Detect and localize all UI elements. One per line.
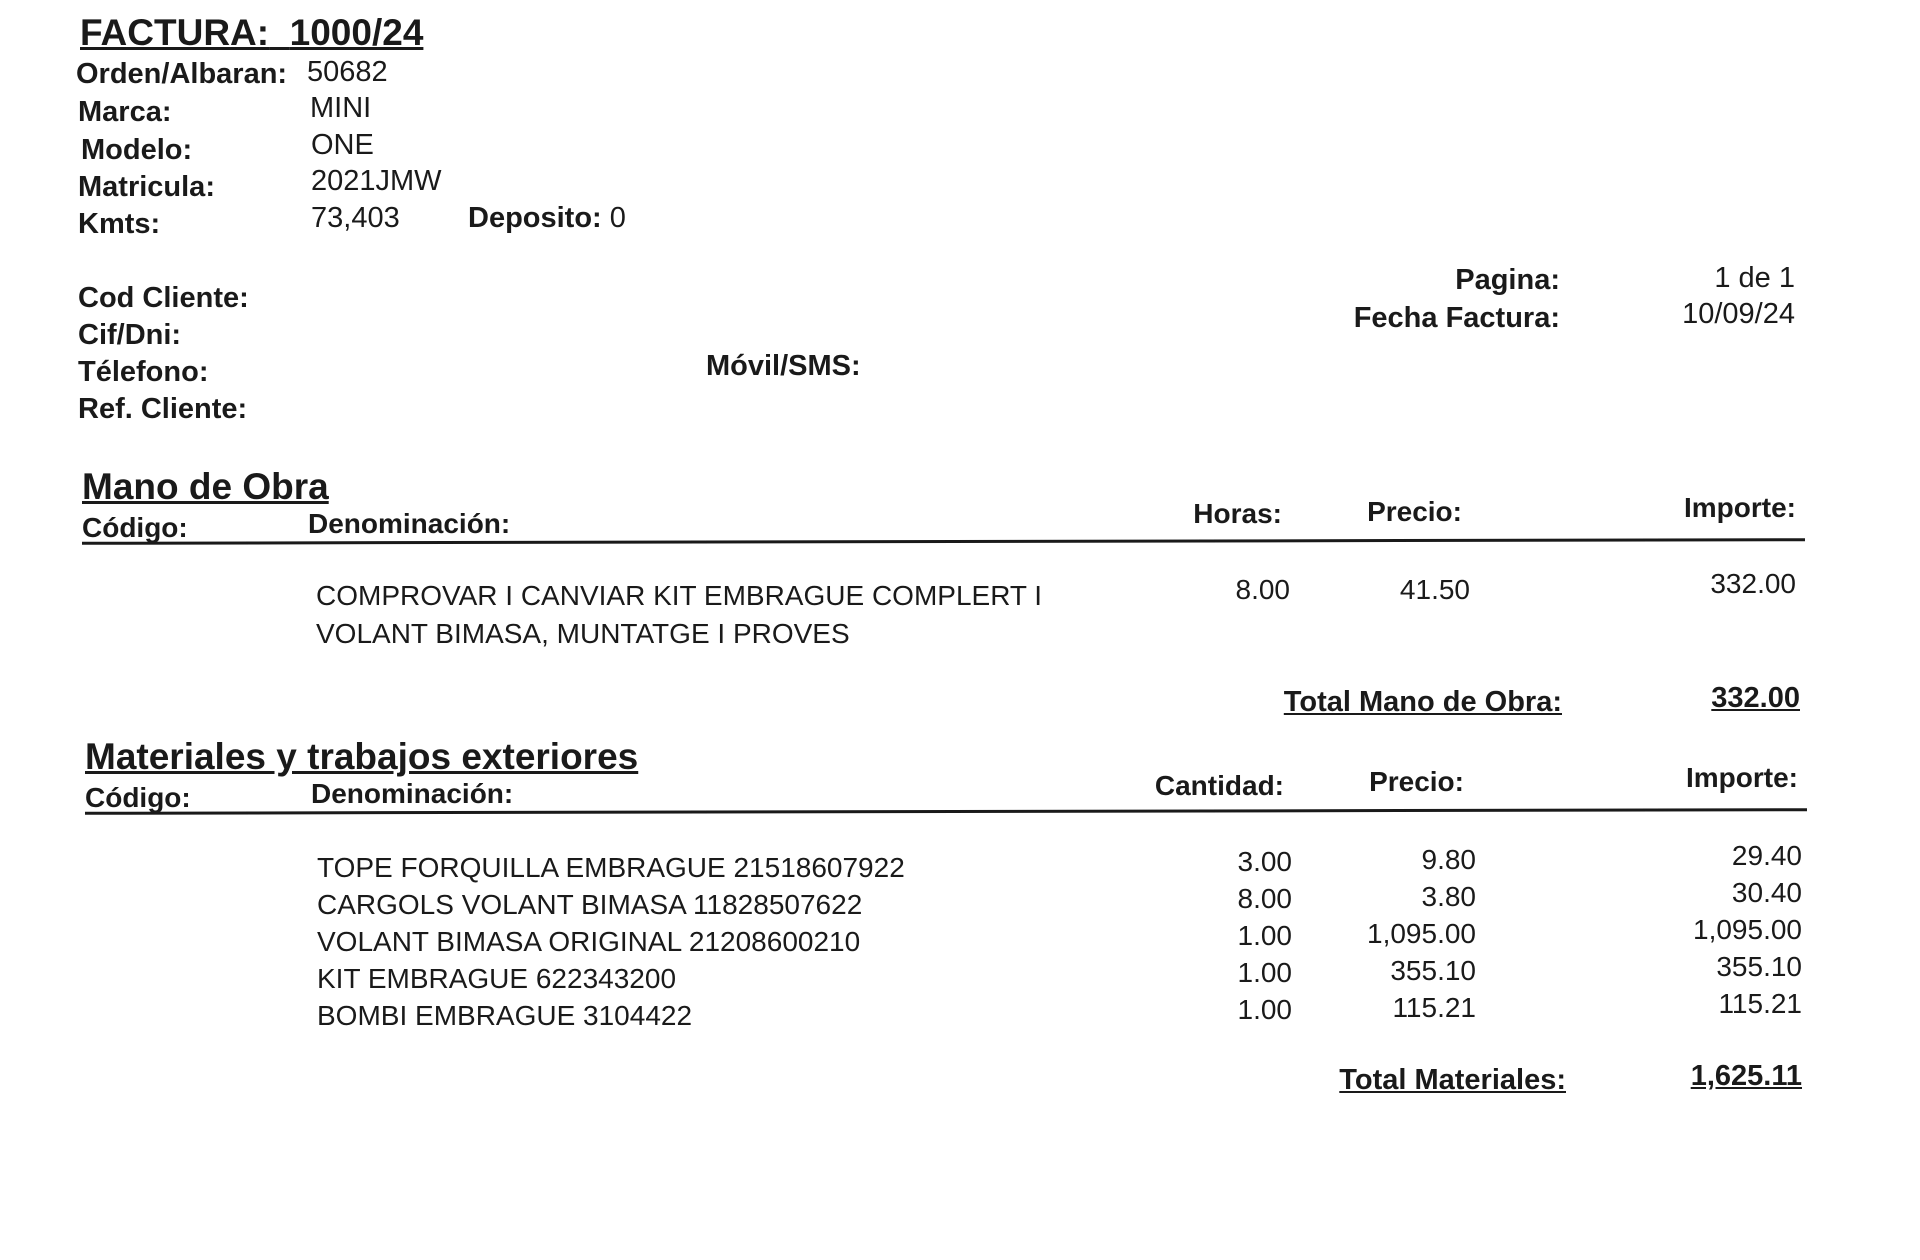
plate-label: Matricula:	[78, 171, 215, 203]
materials-row-price: 1,095.00	[1367, 918, 1476, 949]
order-label: Orden/Albaran:	[76, 58, 288, 90]
client-id-label: Cif/Dni:	[78, 319, 182, 351]
materials-row-description: CARGOLS VOLANT BIMASA 11828507622	[317, 889, 863, 920]
materials-row-amount: 29.40	[1731, 840, 1802, 871]
labor-header-price: Precio:	[1367, 496, 1462, 527]
labor-row-description-line2: VOLANT BIMASA, MUNTATGE I PROVES	[316, 618, 850, 649]
materials-row-qty: 8.00	[1237, 883, 1292, 914]
order-value: 50682	[307, 56, 388, 88]
materials-row-qty: 1.00	[1237, 920, 1292, 951]
phone-label: Télefono:	[78, 356, 209, 388]
materials-row-amount: 30.40	[1731, 877, 1802, 908]
labor-section-title: Mano de Obra	[82, 466, 329, 507]
materials-row-amount: 1,095.00	[1693, 914, 1802, 945]
model-value: ONE	[311, 129, 374, 161]
kms-label: Kmts:	[78, 208, 161, 240]
materials-row-price: 9.80	[1421, 844, 1476, 875]
kms-value: 73,403	[311, 202, 400, 234]
deposit-value: 0	[609, 202, 626, 234]
invoice-number: 1000/24	[289, 12, 424, 53]
invoice-title-label: FACTURA:	[80, 12, 270, 53]
materials-header-amount: Importe:	[1686, 762, 1798, 793]
model-label: Modelo:	[81, 134, 193, 166]
brand-label: Marca:	[78, 96, 172, 128]
materials-header-price: Precio:	[1369, 766, 1464, 797]
labor-row-description-line1: COMPROVAR I CANVIAR KIT EMBRAGUE COMPLERT I	[316, 580, 1043, 611]
materials-row-qty: 1.00	[1237, 994, 1292, 1025]
date-value: 10/09/24	[1682, 298, 1795, 330]
plate-value: 2021JMW	[311, 165, 442, 197]
materials-row-price: 355.10	[1390, 955, 1476, 986]
materials-total-value: 1,625.11	[1690, 1060, 1802, 1092]
materials-row-description: BOMBI EMBRAGUE 3104422	[317, 1000, 693, 1031]
materials-row-amount: 115.21	[1718, 988, 1802, 1019]
date-label: Fecha Factura:	[1353, 302, 1560, 334]
materials-row-amount: 355.10	[1716, 951, 1802, 982]
page-label: Pagina:	[1455, 264, 1560, 296]
deposit	[468, 202, 626, 235]
materials-header-code: Código:	[85, 782, 191, 813]
labor-row-hours: 8.00	[1235, 574, 1290, 605]
materials-row-description: KIT EMBRAGUE 622343200	[317, 963, 677, 994]
labor-total-value: 332.00	[1711, 682, 1800, 714]
materials-header-qty: Cantidad:	[1154, 770, 1284, 801]
brand-value: MINI	[310, 92, 372, 124]
materials-row-price: 3.80	[1421, 881, 1476, 912]
materials-row-price: 115.21	[1392, 992, 1476, 1023]
materials-row-qty: 1.00	[1237, 957, 1292, 988]
client-code-label: Cod Cliente:	[78, 282, 249, 314]
materials-section-title: Materiales y trabajos exteriores	[85, 736, 639, 777]
mobile-label: Móvil/SMS:	[706, 350, 861, 382]
labor-header-hours: Horas:	[1193, 498, 1282, 529]
page-value: 1 de 1	[1714, 262, 1795, 294]
labor-row-price: 41.50	[1399, 574, 1470, 605]
deposit-label: Deposito:	[468, 202, 602, 234]
client-ref-label: Ref. Cliente:	[78, 393, 248, 425]
materials-row-description: TOPE FORQUILLA EMBRAGUE 21518607922	[317, 852, 905, 883]
labor-header-description: Denominación:	[308, 508, 511, 539]
invoice-title	[80, 12, 423, 54]
materials-row-description: VOLANT BIMASA ORIGINAL 21208600210	[317, 926, 861, 957]
materials-row-qty: 3.00	[1237, 846, 1292, 877]
labor-total-label: Total Mano de Obra:	[1283, 686, 1562, 718]
labor-row-amount: 332.00	[1710, 568, 1796, 599]
materials-header-description: Denominación:	[311, 778, 514, 809]
materials-total-label: Total Materiales:	[1339, 1064, 1566, 1096]
labor-header-amount: Importe:	[1684, 492, 1796, 523]
labor-header-code: Código:	[82, 512, 188, 543]
